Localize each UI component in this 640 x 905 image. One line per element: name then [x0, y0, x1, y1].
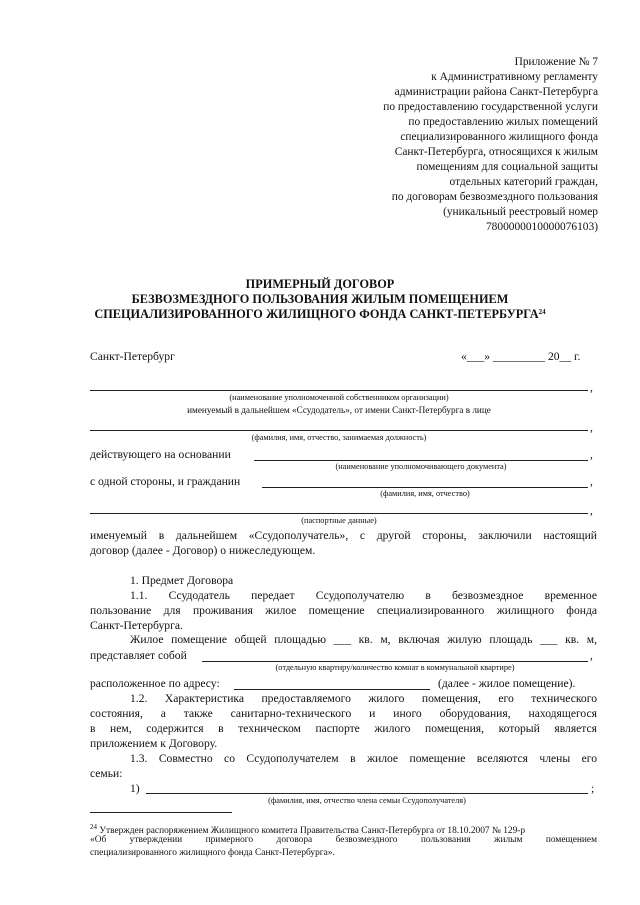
- comma: ,: [590, 421, 593, 434]
- family-blank-line: [146, 793, 588, 794]
- org-blank-line: [90, 390, 588, 391]
- para-line: в нем, содержится в техническом паспорте жилого помещения, который является: [90, 722, 597, 735]
- passport-caption: (паспортные данные): [301, 516, 377, 525]
- appendix-line: (уникальный реестровый номер: [443, 206, 598, 218]
- comma: ,: [590, 448, 593, 461]
- one-side-label: с одной стороны, и гражданин: [90, 475, 241, 488]
- appendix-line: 7800000010000076103): [485, 221, 598, 233]
- area-line: Жилое помещение общей площадью ___ кв. м, включая жилую площадь ___ кв. м,: [130, 633, 597, 646]
- document-title-line-1: ПРИМЕРНЫЙ ДОГОВОР: [245, 277, 395, 291]
- comma: ,: [590, 475, 593, 488]
- located-label: расположенное по адресу:: [90, 677, 220, 690]
- appendix-line: помещениям для социальной защиты: [416, 161, 598, 173]
- person-blank-line: [90, 430, 588, 431]
- appendix-block: [278, 55, 598, 235]
- appendix-line: к Административному регламенту: [431, 71, 598, 83]
- footnote-text: Утвержден распоряжением Жилищного комитета Правительства Санкт-Петербурга от 18.10.2007 № 129-р: [99, 826, 526, 837]
- document-title-line-3: [60, 307, 580, 322]
- appendix-line: по предоставлению государственной услуги: [383, 101, 598, 113]
- title-text: СПЕЦИАЛИЗИРОВАННОГО ЖИЛИЩНОГО ФОНДА САНКТ-ПЕТЕРБУРГА: [94, 307, 539, 321]
- apartment-caption: (отдельную квартиру/количество комнат в коммунальной квартире): [275, 663, 515, 672]
- apartment-blank-line: [202, 661, 588, 662]
- para-line: 1.2. Характеристика предоставляемого жилого помещения, его технического: [130, 692, 597, 705]
- person-caption: (фамилия, имя, отчество, занимаемая должность): [251, 433, 427, 442]
- appendix-line: Санкт-Петербурга, относящихся к жилым: [394, 146, 598, 158]
- para-line: 1.3. Совместно со Ссудополучателем в жилое помещение вселяются члены его: [130, 752, 597, 765]
- comma: ,: [590, 649, 593, 662]
- footnote-number: 24: [90, 823, 97, 831]
- fio-caption: (фамилия, имя, отчество): [380, 489, 470, 498]
- appendix-line: администрации района Санкт-Петербурга: [394, 86, 598, 98]
- appendix-line: отдельных категорий граждан,: [449, 176, 598, 188]
- represents-label: представляет собой: [90, 649, 187, 662]
- borrower-text-line: именуемый в дальнейшем «Ссудополучатель», с другой стороны, заключили настоящий: [90, 529, 597, 542]
- date-blank: «___» _________ 20__ г.: [461, 350, 581, 363]
- semicolon: ;: [591, 782, 595, 795]
- borrower-text-line: договор (далее - Договор) о нижеследующем.: [90, 544, 316, 557]
- located-end: (далее - жилое помещение).: [438, 677, 576, 690]
- para-line: Санкт-Петербурга.: [90, 619, 183, 632]
- document-title-line-2: БЕЗВОЗМЕЗДНОГО ПОЛЬЗОВАНИЯ ЖИЛЫМ ПОМЕЩЕНИЕМ: [131, 292, 509, 306]
- footnote-separator: [90, 812, 232, 813]
- city: Санкт-Петербург: [90, 350, 175, 363]
- passport-blank-line: [90, 513, 588, 514]
- para-line: приложением к Договору.: [90, 737, 218, 750]
- footnote-ref: 24: [538, 308, 546, 316]
- lender-intro: именуемый в дальнейшем «Ссудодатель», от имени Санкт-Петербурга в лице: [187, 405, 491, 415]
- section-heading: 1. Предмет Договора: [130, 574, 234, 587]
- appendix-line: специализированного жилищного фонда: [400, 131, 598, 143]
- para-line: пользование для проживания жилое помещение специализированного жилищного фонда: [90, 604, 597, 617]
- para-line: семьи:: [90, 767, 123, 780]
- appendix-line: по предоставлению жилых помещений: [408, 116, 598, 128]
- doc-blank-line: [254, 460, 588, 461]
- para-line: состояния, а также санитарно-технического и иного оборудования, находящегося: [90, 707, 597, 720]
- fio-blank-line: [262, 487, 588, 488]
- org-caption: (наименование уполномоченной собственником организации): [229, 393, 449, 402]
- footnote-line-2: «Об утверждении примерного договора безвозмездного пользования жилым помещением: [90, 835, 597, 845]
- item-number: 1): [130, 782, 140, 795]
- comma: ,: [590, 504, 593, 517]
- appendix-line: по договорам безвозмездного пользования: [391, 191, 598, 203]
- para-line: 1.1. Ссудодатель передает Ссудополучателю в безвозмездное временное: [130, 589, 597, 602]
- appendix-line: Приложение № 7: [514, 56, 598, 68]
- family-caption: (фамилия, имя, отчество члена семьи Ссудополучателя): [268, 796, 466, 805]
- doc-caption: (наименование уполномочивающего документа): [335, 462, 507, 471]
- acting-basis-label: действующего на основании: [90, 448, 231, 461]
- comma: ,: [590, 381, 593, 394]
- address-blank-line: [234, 689, 430, 690]
- footnote-line-3: специализированного жилищного фонда Санкт-Петербурга».: [90, 848, 335, 858]
